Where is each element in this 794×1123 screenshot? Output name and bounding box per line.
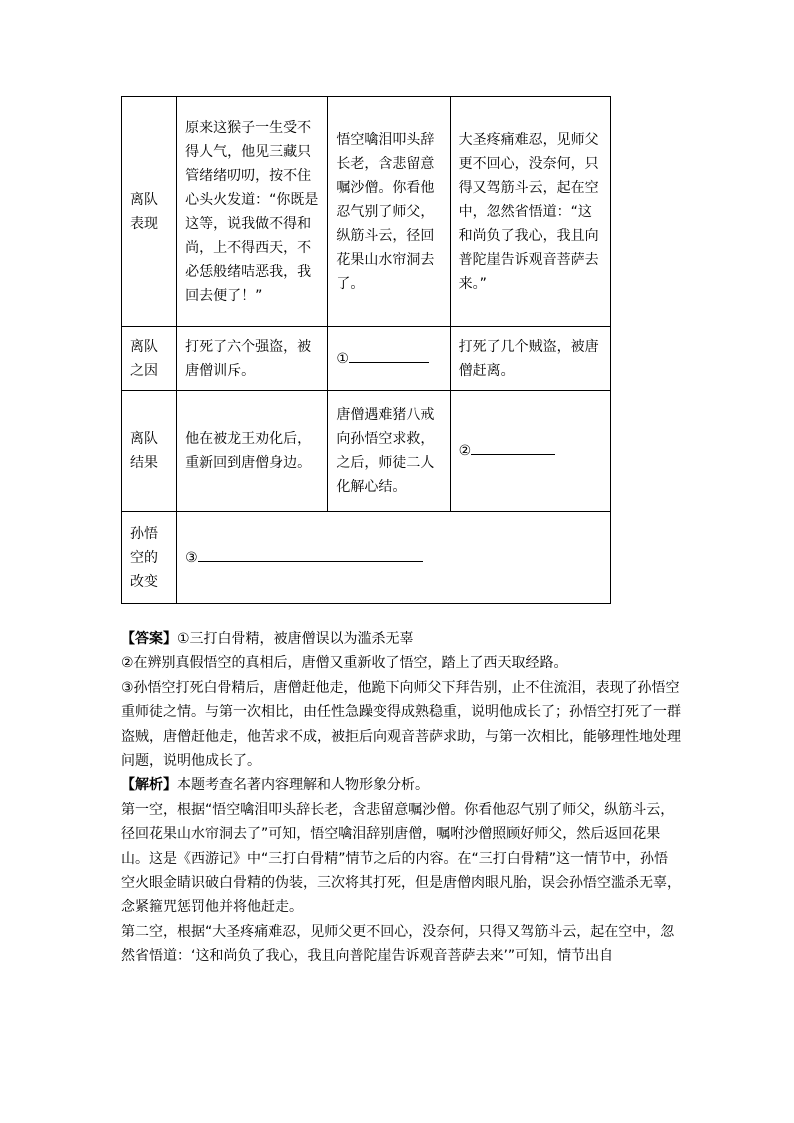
- table-row: [122, 97, 611, 327]
- table-row: [122, 512, 611, 604]
- table-cell: 悟空噙泪叩头辞长老，含悲留意嘱沙僧。你看他忍气别了师父，纵筋斗云，径回花果山水帘洞去了。: [328, 97, 450, 327]
- table-cell: 他在被龙王劝化后，重新回到唐僧身边。: [177, 391, 328, 512]
- table-cell: 原来这猴子一生受不得人气，他见三藏只管绪绪叨叨，按不住心头火发道：“你既是这等，说我做不得和尚，上不得西天，不必恁般绪咭恶我，我回去便了！”: [177, 97, 328, 327]
- answer-line-1: 【答案】①三打白骨精，被唐僧误以为滥杀无辜: [121, 631, 414, 647]
- blank-cell-2: [450, 391, 610, 512]
- row-header: 离队之因: [122, 327, 177, 391]
- answer-line-2: ②在辨别真假悟空的真相后，唐僧又重新收了悟空，踏上了西天取经路。: [121, 655, 568, 672]
- table-cell: 打死了六个强盗，被唐僧训斥。: [177, 327, 328, 391]
- blank-number: ②: [458, 443, 472, 459]
- row-header: 孙悟空的改变: [122, 512, 177, 604]
- fill-blank-line: [198, 547, 423, 562]
- table-cell: 大圣疼痛难忍，见师父更不回心，没奈何，只得又驾筋斗云，起在空中，忽然省悟道：“这和尚负了我心，我且向普陀崖告诉观音菩萨去来。”: [450, 97, 610, 327]
- fill-blank-line: [471, 440, 555, 455]
- row-header: 离队表现: [122, 97, 177, 327]
- analysis-intro: 【解析】本题考查名著内容理解和人物形象分析。: [121, 777, 429, 794]
- answer-line-3: ③孙悟空打死白骨精后，唐僧赶他走，他跪下向师父下拜告别，止不住流泪，表现了孙悟空重师徒之情。与第一次相比，由任性急躁变得成熟稳重，说明他成长了；孙悟空打死了一群盗贼，唐僧赶他走，他苦求不成，被拒后向观音菩萨求助，与第一次相比，能够理性地处理问题，说明他成长了。: [121, 679, 681, 770]
- blank-cell-1: [328, 327, 450, 391]
- comparison-table: [121, 96, 611, 604]
- analysis-label: 【解析】: [121, 777, 177, 794]
- table-cell: 打死了几个贼盗，被唐僧赶离。: [450, 327, 610, 391]
- blank-number: ③: [185, 549, 198, 566]
- answer-section: [121, 627, 681, 969]
- row-header: 离队结果: [122, 391, 177, 512]
- blank-cell-3: [177, 512, 611, 604]
- analysis-paragraph-2: 第二空，根据“大圣疼痛难忍，见师父更不回心，没奈何，只得又驾筋斗云，起在空中，忽然省悟道：‘这和尚负了我心，我且向普陀崖告诉观音菩萨去来’”可知，情节出自: [121, 923, 675, 965]
- table-cell: 唐僧遇难猪八戒向孙悟空求救，之后，师徒二人化解心结。: [328, 391, 450, 512]
- table-row: [122, 391, 611, 512]
- fill-blank-line: [349, 348, 429, 363]
- blank-number: ①: [336, 350, 349, 367]
- analysis-paragraph-1: 第一空，根据“悟空噙泪叩头辞长老，含悲留意嘱沙僧。你看他忍气别了师父，纵筋斗云，径回花果山水帘洞去了”可知，悟空噙泪辞别唐僧，嘱咐沙僧照顾好师父，然后返回花果山。这是《西游记》中“三打白骨精”情节之后的内容。在“三打白骨精”这一情节中，孙悟空火眼金睛识破白骨精的伪装，三次将其打死，但是唐僧肉眼凡胎，误会孙悟空滥杀无辜，念紧箍咒惩罚他并将他赶走。: [121, 801, 681, 916]
- answer-label: 【答案】: [121, 631, 177, 647]
- table-row: [122, 327, 611, 391]
